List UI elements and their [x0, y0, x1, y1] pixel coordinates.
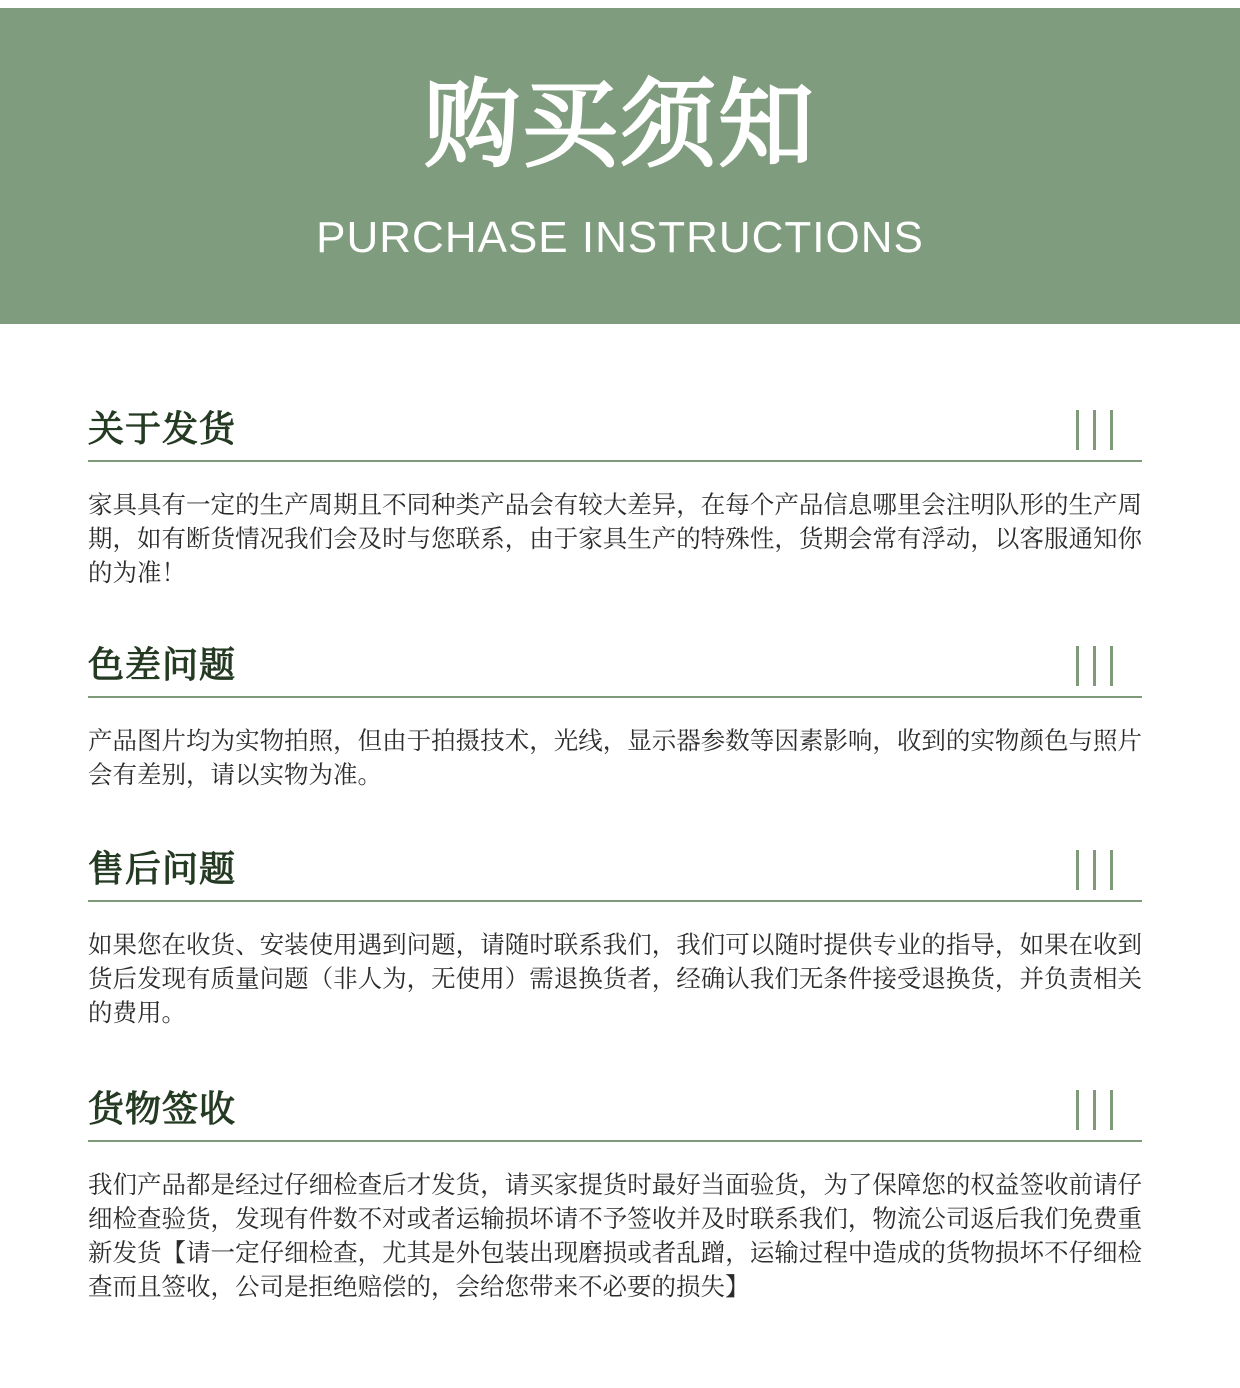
section-body: 我们产品都是经过仔细检查后才发货，请买家提货时最好当面验货，为了保障您的权益签收前请仔细检查验货，发现有件数不对或者运输损坏请不予签收并及时联系我们，物流公司返后我们免费重新发货【请一定仔细检查，尤其是外包装出现磨损或者乱蹭，运输过程中造成的货物损坏不仔细检查而且签收，公司是拒绝赔偿的，会给您带来不必要的损失】 [88, 1170, 1142, 1301]
section-body: 家具具有一定的生产周期且不同种类产品会有较大差异，在每个产品信息哪里会注明队形的生产周期，如有断货情况我们会及时与您联系，由于家具生产的特殊性，货期会常有浮动，以客服通知你的为准！ [88, 490, 1142, 587]
section-title: 色差问题 [88, 645, 237, 686]
header-banner [0, 8, 1240, 324]
section-body: 产品图片均为实物拍照，但由于拍摄技术，光线，显示器参数等因素影响，收到的实物颜色与照片会有差别，请以实物为准。 [88, 726, 1142, 789]
section-header [88, 1088, 1142, 1142]
section-color-difference [88, 644, 1142, 792]
triple-bar-icon [1076, 410, 1116, 450]
page-subtitle: PURCHASE INSTRUCTIONS [316, 213, 924, 262]
section-after-sales [88, 848, 1142, 1030]
triple-bar-icon [1076, 1090, 1116, 1130]
triple-bar-icon [1076, 850, 1116, 890]
triple-bar-icon [1076, 646, 1116, 686]
section-title: 关于发货 [88, 409, 237, 450]
page-title: 购买须知 [424, 69, 816, 181]
section-title: 货物签收 [88, 1089, 237, 1130]
section-body: 如果您在收货、安装使用遇到问题，请随时联系我们，我们可以随时提供专业的指导，如果在收到货后发现有质量问题（非人为，无使用）需退换货者，经确认我们无条件接受退换货，并负责相关的费用。 [88, 930, 1142, 1027]
section-header [88, 644, 1142, 698]
section-shipping [88, 408, 1142, 590]
section-header [88, 408, 1142, 462]
section-header [88, 848, 1142, 902]
section-title: 售后问题 [88, 849, 237, 890]
section-delivery-signing [88, 1088, 1142, 1304]
